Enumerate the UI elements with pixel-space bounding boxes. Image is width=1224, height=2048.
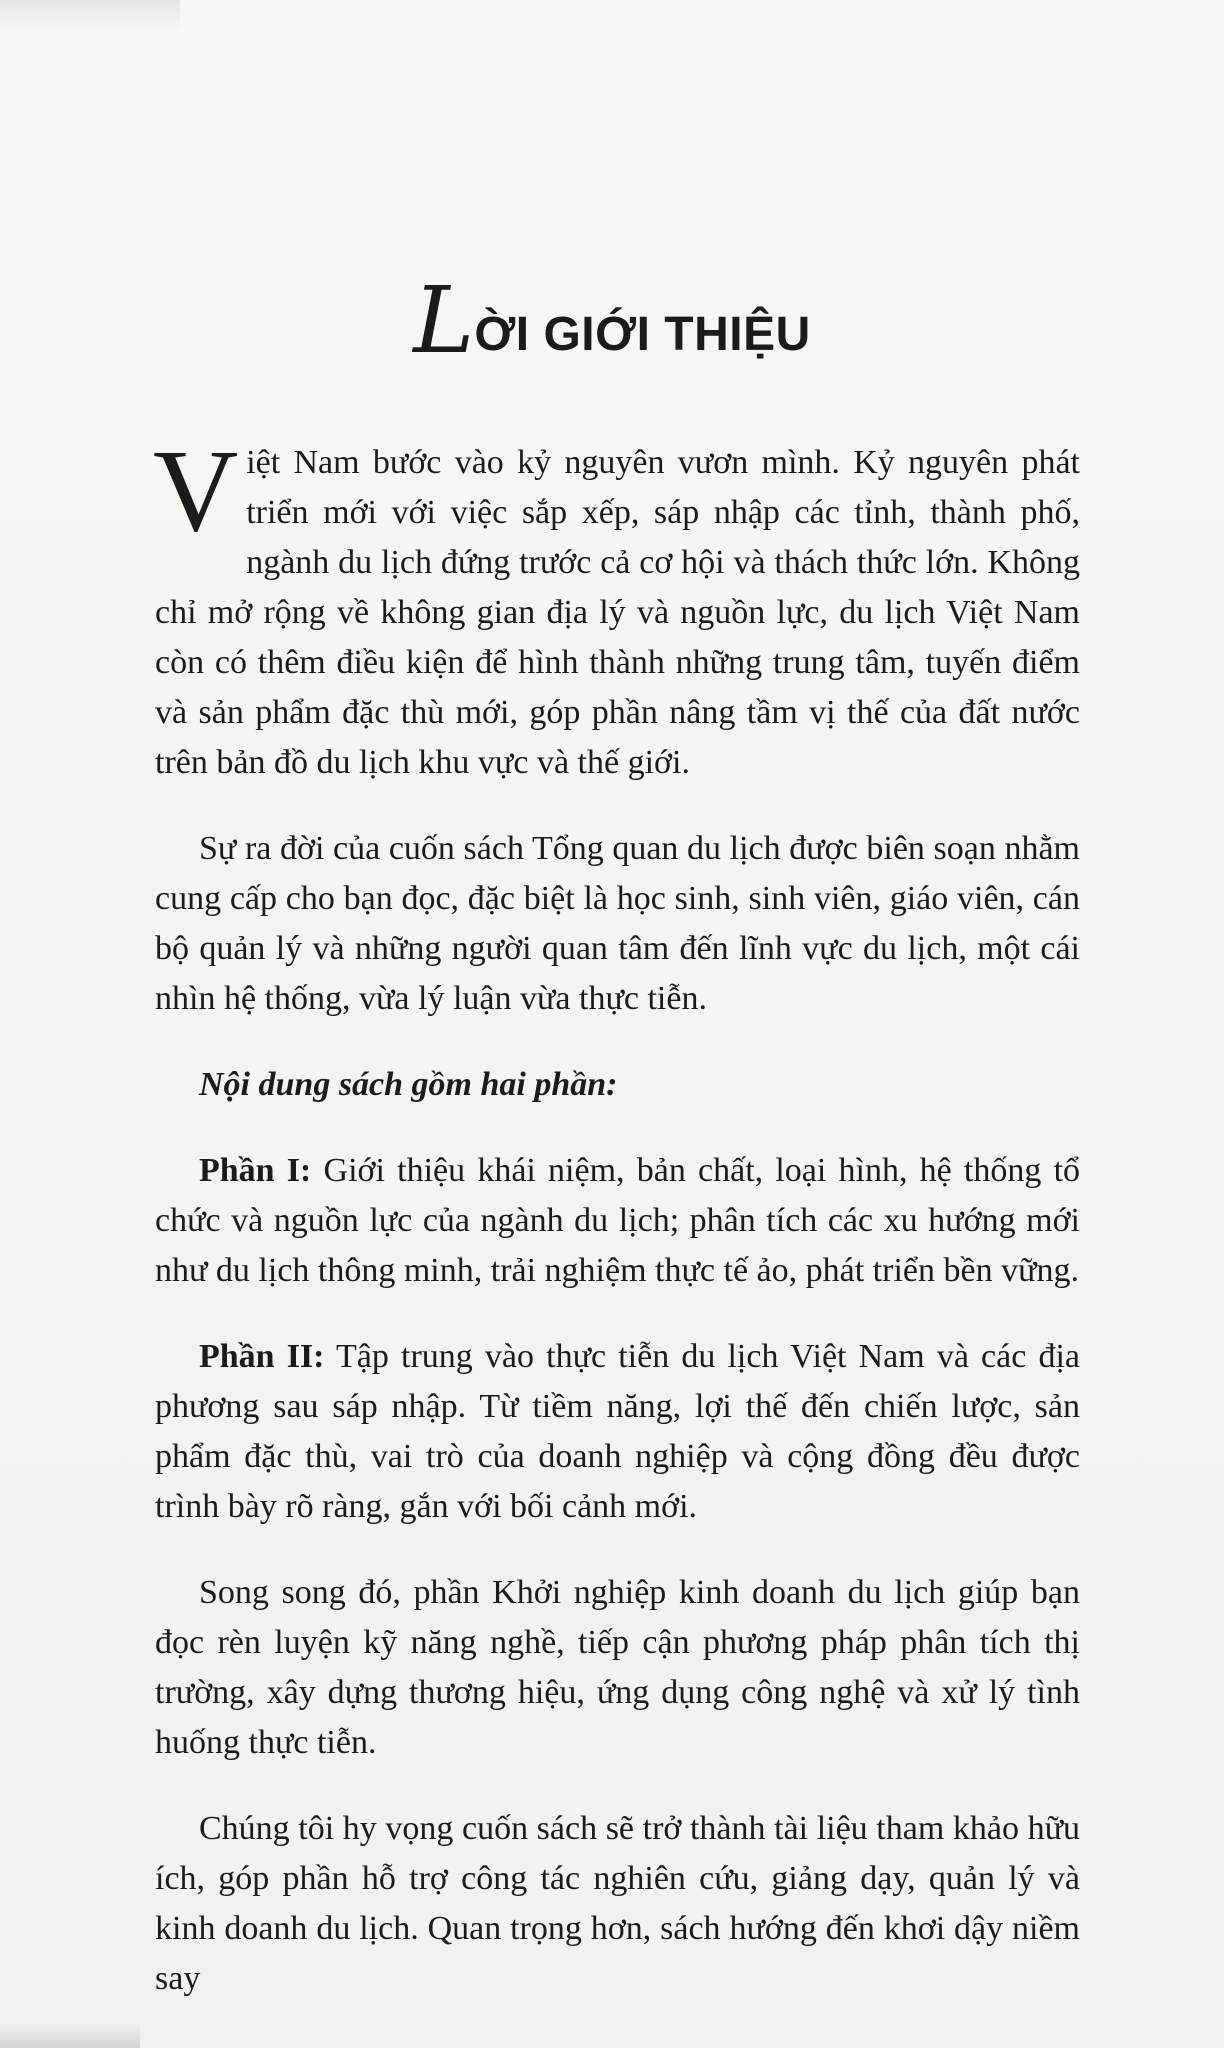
paragraph-opening bbox=[153, 425, 1080, 788]
dropcap-letter: V bbox=[153, 425, 239, 556]
paragraph-part-two bbox=[155, 1332, 1080, 1532]
introduction-body bbox=[153, 425, 1081, 2040]
part-two-label: Phần II: bbox=[199, 1338, 325, 1375]
part-one-text: Giới thiệu khái niệm, bản chất, loại hình, hệ thống tổ chức và nguồn lực của ngành du lịch; phân tích các xu hướng mới như du lịch thông minh, trải nghiệm thực tế ảo, phát triển bền vững. bbox=[155, 1152, 1081, 1289]
paragraph-part-one bbox=[155, 1146, 1080, 1296]
contents-heading-text: Nội dung sách gồm hai phần: bbox=[199, 1066, 618, 1103]
paragraph-contents-heading bbox=[155, 1060, 1080, 1110]
paragraph-opening-text: iệt Nam bước vào kỷ nguyên vươn mình. Kỷ nguyên phát triển mới với việc sắp xếp, sáp nhập các tỉnh, thành phố, ngành du lịch đứng trước cả cơ hội và thách thức lớn. Không chỉ mở rộng về không gian địa lý và nguồn lực, du lịch Việt Nam còn có thêm điều kiện để hình thành những trung tâm, tuyến điểm và sản phẩm đặc thù mới, góp phần nâng tầm vị thế của đất nước trên bản đồ du lịch khu vực và thế giới. bbox=[155, 444, 1080, 781]
paragraph-book-purpose: Sự ra đời của cuốn sách Tổng quan du lịch được biên soạn nhằm cung cấp cho bạn đọc, đặc biệt là học sinh, sinh viên, giáo viên, cán bộ quản lý và những người quan tâm đến lĩnh vực du lịch, một cái nhìn hệ thống, vừa lý luận vừa thực tiễn. bbox=[155, 830, 1080, 1017]
paragraph-closing: Chúng tôi hy vọng cuốn sách sẽ trở thành tài liệu tham khảo hữu ích, góp phần hỗ trợ công tác nghiên cứu, giảng dạy, quản lý và kinh doanh du lịch. Quan trọng hơn, sách hướng đến khơi dậy niềm say bbox=[155, 1810, 1080, 1997]
page-edge-shadow-top bbox=[0, 0, 180, 30]
part-two-text: Tập trung vào thực tiễn du lịch Việt Nam và các địa phương sau sáp nhập. Từ tiềm năng, lợi thế đến chiến lược, sản phẩm đặc thù, vai trò của doanh nghiệp và cộng đồng đều được trình bày rõ ràng, gắn với bối cảnh mới. bbox=[155, 1338, 1080, 1525]
title-text: ỜI GIỚI THIỆU bbox=[474, 308, 811, 361]
page-title bbox=[0, 267, 1224, 374]
title-decorative-initial: L bbox=[413, 267, 475, 374]
part-one-label: Phần I: bbox=[199, 1152, 312, 1189]
paragraph-entrepreneurship: Song song đó, phần Khởi nghiệp kinh doanh du lịch giúp bạn đọc rèn luyện kỹ năng nghề, tiếp cận phương pháp phân tích thị trường, xây dựng thương hiệu, ứng dụng công nghệ và xử lý tình huống thực tiễn. bbox=[155, 1574, 1080, 1761]
page-edge-shadow-bottom bbox=[0, 2023, 140, 2048]
